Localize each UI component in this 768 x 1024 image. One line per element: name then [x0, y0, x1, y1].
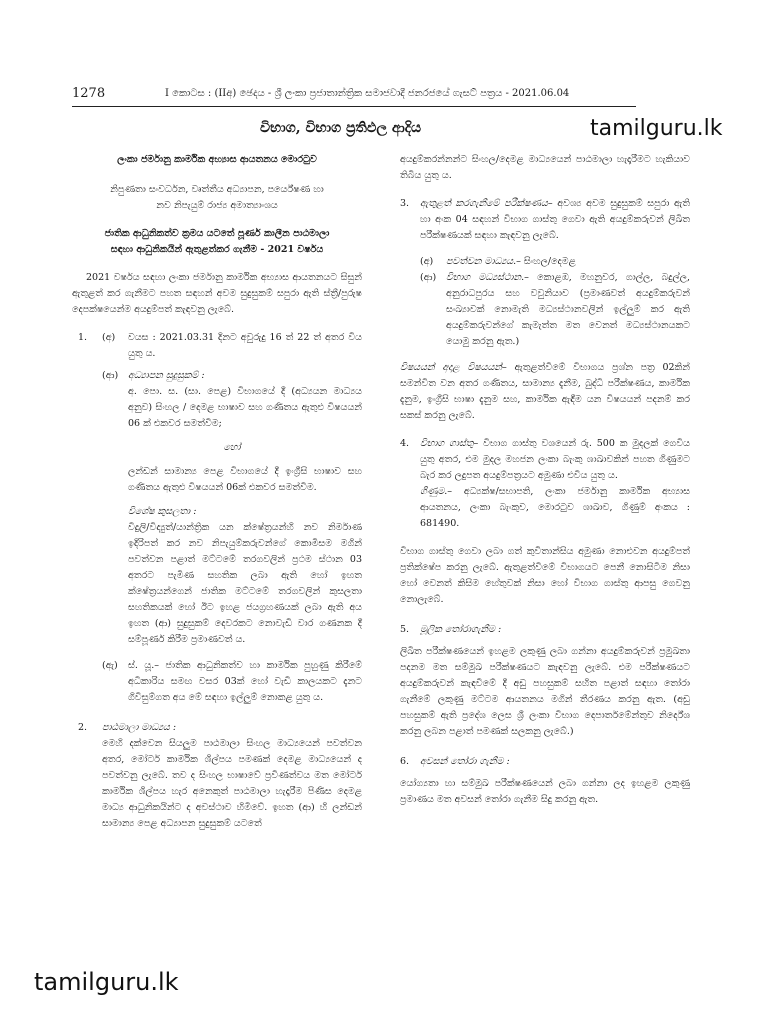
- account-paragraph: [400, 484, 690, 532]
- item-1-b-text: අ. පො. ස. (සා. පෙළ) විභාගයේ දී (අධ්‍යයන මාධ්‍යය අනුව) සිංහල / දෙමළ භාෂාව සහ ගණිතය ඇතුළු විෂයයන් 06 ක් එකවර සමත්වීම;: [128, 386, 362, 429]
- item-3-b-title: විභාග මධ්‍යස්ථාන.–: [446, 272, 529, 283]
- item-3-b-text: කොළඹ, මහනුවර, ගාල්ල, බදුල්ල, අනුරාධපුරය සහ වවුනියාව (ප්‍රමාණවත් අයදුම්කරුවන් සංඛ්‍යාවක් නොමැති මධ්‍යස්ථානවලින් ඉල්ලුම් කර ඇති අයදුම්කරුවන්ගේ කැමැත්ත මත වෙනත් මධ්‍යස්ථානයකට යොමු කරනු ඇත.): [446, 272, 691, 347]
- item-1-c: [72, 658, 362, 706]
- item-3-b-label: (ආ): [420, 272, 437, 283]
- item-1-a-text: වයස : 2021.03.31 දිනට අවුරුදු 16 ත් 22 ත් අතර විය යුතු ය.: [128, 332, 362, 359]
- item-2-title: පාඨමාලා මාධ්‍යය :: [102, 722, 177, 733]
- item-3: [400, 196, 690, 244]
- item-3-number: 3.: [400, 198, 410, 209]
- item-3-title: ඇතුළත් කරගැනීමේ පරීක්ෂණය–: [420, 198, 553, 209]
- item-6: [400, 754, 690, 770]
- item-1-a-label: (අ): [102, 332, 116, 343]
- item-3-a-text: සිංහල/දෙමළ: [523, 256, 576, 267]
- continued-text: අයදුම්කරන්නන්ට සිංහල/දෙමළ මාධ්‍යයෙන් පාඨමාලා හැදෑරීමට හැකියාව තිබිය යුතු ය.: [400, 154, 690, 181]
- item-2-text: මෙහි දක්වෙන සියලුම පාඨමාලා සිංහල මාධ්‍යයෙන් පවත්වන අතර, මෝටර් කාර්මික ශිල්පය පමණක් දෙමළ මාධ්‍යයෙන් ද පවත්වනු ලැබේ. තව ද සිංහල භාෂාවේ ප්‍රවීණත්වය මත මෝටර් කාර්මික ශිල්පය හැර අනෙකුත් පාඨමාලා හැදෑරීම පිණිස දෙමළ මාධ්‍ය ආධුනිකයින්ට ද අවස්ථාව හිමිවේ. ඉහත (ආ) හි ලන්ඩන් සාමාන්‍ය පෙළ අධ්‍යාපන සුදුසුකම් යටතේ: [102, 738, 362, 829]
- item-1-b-title: අධ්‍යාපන සුදුසුකම් :: [128, 370, 205, 381]
- item-3-text: අවශ්‍ය අවම සුදුසුකම් සපුරා ඇති හා අංක 04 සඳහන් විභාග ගාස්තු ගෙවා ඇති අයදුම්කරුවන් ලිඛිත පරීක්ෂණයක් සඳහා කැඳවනු ලැබේ.: [420, 198, 690, 241]
- item-6-title: අවසන් තෝරා ගැනීම :: [420, 756, 510, 767]
- item-1-c-label: (ඇ): [102, 660, 118, 671]
- notice-title-1: ජාතික ආධුනිකත්ව ක්‍රමය යටතේ පූර්ණ කාලීන පාඨමාලා: [104, 228, 330, 239]
- item-1-c-text: ස්. යූ.– ජාතික ආධුනිකත්ව හා කාර්මික පුහුණු කිරීමේ අධිකාරිය සමඟ වසර 03ක් හෝ වැඩි කාලයකට දැනට ගිවිසුම්ගත අය මේ සඳහා ඉල්ලුම් නොකළ යුතු ය.: [128, 660, 362, 703]
- item-1-a: [72, 330, 362, 362]
- item-1-special-title: විශේෂ කුසලතා :: [128, 506, 197, 517]
- subjects-text: ඇතුළත්වීමේ විභාගය ප්‍රශ්න පත්‍ර 02කින් සමන්විත වන අතර ගණිතය, සාමාන්‍ය දැනීම, බුද්ධි පරීක්ෂණය, කාර්මික දැනුම, ඉංග්‍රීසි භාෂා දැනුම සහ, කාර්මික ඇඳීම යන විෂයයන් පදනම් කර සකස් කරනු ලැබේ.: [400, 362, 690, 421]
- item-1-special-text: විදුලි/විද්‍යුත්/යාන්ත්‍රික යන ක්ෂේත්‍රයන්හි නව නිර්මාණ ඉදිරිපත් කර නව නිපැයුම්කරුවන්ගේ කොමිසම මගින් පවත්වන පළාත් මට්ටමේ තරගවලින් ප්‍රථම ස්ථාන 03 අතරට පැමිණ සහතික ලබා ඇති හෝ ඉහත ක්ෂේත්‍රයන්ගෙන් ජාතික මට්ටමේ තරගවලින් කුසලතා සහතිකයක් හෝ ඊට ඉහළ ජයග්‍රහණයක් ලබා ඇති අය ඉහත (ආ) සුදුසුකම් දෙවරකට නොවැඩි වාර ගණනක දී සම්පූර්ණ කිරීම ප්‍රමාණවත් ය.: [128, 522, 362, 645]
- ministry-line-1: නිපුණතා සංවර්ධන, වෘත්තීය අධ්‍යාපන, පර්යේෂණ හා: [110, 184, 324, 195]
- watermark-bottom: tamilguru.lk: [34, 968, 179, 996]
- item-3-a-title: පවත්වන මාධ්‍යය.–: [446, 256, 521, 267]
- account-title: ගිණුම.–: [420, 486, 453, 497]
- item-3-b: [400, 270, 690, 350]
- subjects-title: විෂයයන් අදාළ විෂයයන්–: [400, 362, 507, 373]
- subjects-paragraph: [400, 360, 690, 424]
- item-5-title: මූලික තෝරාගැනීම :: [420, 624, 502, 635]
- item-4-text: විභාග ගාස්තු වශයෙන් රු. 500 ක මුදලක් ගෙවිය යුතු අතර, එම මුදල මහජන ලංකා බැංකු ශාඛාවකින් පහත ගිණුමට බැර කර ලදුපත අයදුම්පත්‍රයට අමුණා එවිය යුතු ය.: [420, 438, 690, 481]
- item-3-a-label: (අ): [420, 256, 434, 267]
- item-1-b-label: (ආ): [102, 370, 119, 381]
- item-1-b: [72, 368, 362, 648]
- item-6-text: යෝග්‍යතා හා සම්මුඛ පරීක්ෂණයෙන් ලබා ගන්නා ලද ඉහළම ලකුණු ප්‍රමාණය මත අවසන් තෝරා ගැනීම සිදු කරනු ඇත.: [400, 778, 690, 805]
- gazette-header: I කොටස : (IIඅ) ඡෙදය - ශ්‍රී ලංකා ප්‍රජාතාන්ත්‍රික සමාජවාදී ජනරජයේ ගැසට් පත්‍රය - 2021.06.04: [165, 88, 570, 99]
- right-column: [400, 152, 690, 808]
- item-1-or: හෝ: [223, 442, 241, 453]
- watermark-top: tamilguru.lk: [590, 116, 723, 141]
- account-text: අධ්‍යක්ෂ/සභාපති, ලංකා ජර්මානු කාර්මික අභ්‍යාස ආයතනය, ලංකා බැංකුව, මොරටුව ශාඛාව, ගිණුම් අංකය : 681490.: [420, 486, 690, 529]
- section-title: විභාග, විභාග ප්‍රතිඵල ආදිය: [260, 120, 422, 136]
- page-number: 1278: [72, 86, 106, 101]
- left-column: [72, 152, 362, 832]
- item-5-text: ලිඛිත පරීක්ෂණයෙන් ඉහළම ලකුණු ලබා ගන්නා අයදුම්කරුවන් ප්‍රමුඛතා පදනම මත සම්මුඛ පරීක්ෂණයට කැඳවනු ලැබේ. එම පරීක්ෂණයට අයදුම්කරුවන් කැඳවීමේ දී අඩු පහසුකම් සහිත පළාත් සඳහා තෝරා ගැනීමේ ලකුණු මට්ටම ආයතනය මගින් තීරණය කරනු ඇත. (අඩු පහසුකම් ඇති ප්‍රදේශ ලෙස ශ්‍රී ලංකා විභාග දෙපාර්තමේන්තුව නිර්දේශ කරනු ලබන පළාත් පමණක් සලකනු ලැබේ.): [400, 646, 690, 737]
- item-1-number: 1.: [78, 332, 88, 343]
- institute-name: ලංකා ජර්මානු කාර්මික අභ්‍යාස ආයතනය මොරටුව: [117, 154, 317, 165]
- item-3-a: [400, 254, 690, 270]
- intro-paragraph: 2021 වර්ෂය සඳහා ලංකා ජර්මානු කාර්මික අභ්‍යාස ආයතනයට සිසුන් ඇතුළත් කර ගැනීමට පහත සඳහන් අවම සුදුසුකම් සපුරා ඇති ස්ත්‍රී/පුරුෂ දෙපක්ෂයෙන්ම අයදුම්පත් කැඳවනු ලැබේ.: [72, 272, 362, 315]
- header-rule: [72, 106, 636, 107]
- notice-title-2: සඳහා ආධුනිකයින් ඇතුළත්කර ගැනීම - 2021 වර්ෂය: [110, 244, 324, 255]
- refund-paragraph: විභාග ගාස්තු ගෙවා ලබා ගත් කුවිතාන්සිය අමුණා නොඑවන අයදුම්පත් ප්‍රතික්ෂේප කරනු ලැබේ. ඇතුළත්වීමේ විභාගයට පෙනී නොසිටීම නිසා හෝ වෙනත් කිසිම හේතුවක් නිසා හෝ විභාග ගාස්තු ආපසු ගෙවනු නොලැබේ.: [400, 546, 690, 605]
- item-4-title: විභාග ගාස්තු–: [420, 438, 479, 449]
- item-2-number: 2.: [78, 722, 88, 733]
- item-2: [72, 720, 362, 736]
- item-1-london: ලන්ඩන් සාමාන්‍ය පෙළ විභාගයේ දී ඉංග්‍රීසි භාෂාව සහ ගණිතය ඇතුළු විෂයයන් 06ක් එකවර සමත්වීම.: [128, 466, 362, 493]
- ministry-line-2: නව නිපැයුම් රාජ්‍ය අමාත්‍යාංශය: [156, 200, 278, 211]
- item-5: [400, 622, 690, 638]
- item-4-number: 4.: [400, 438, 410, 449]
- item-4: [400, 436, 690, 484]
- item-6-number: 6.: [400, 756, 410, 767]
- item-5-number: 5.: [400, 624, 410, 635]
